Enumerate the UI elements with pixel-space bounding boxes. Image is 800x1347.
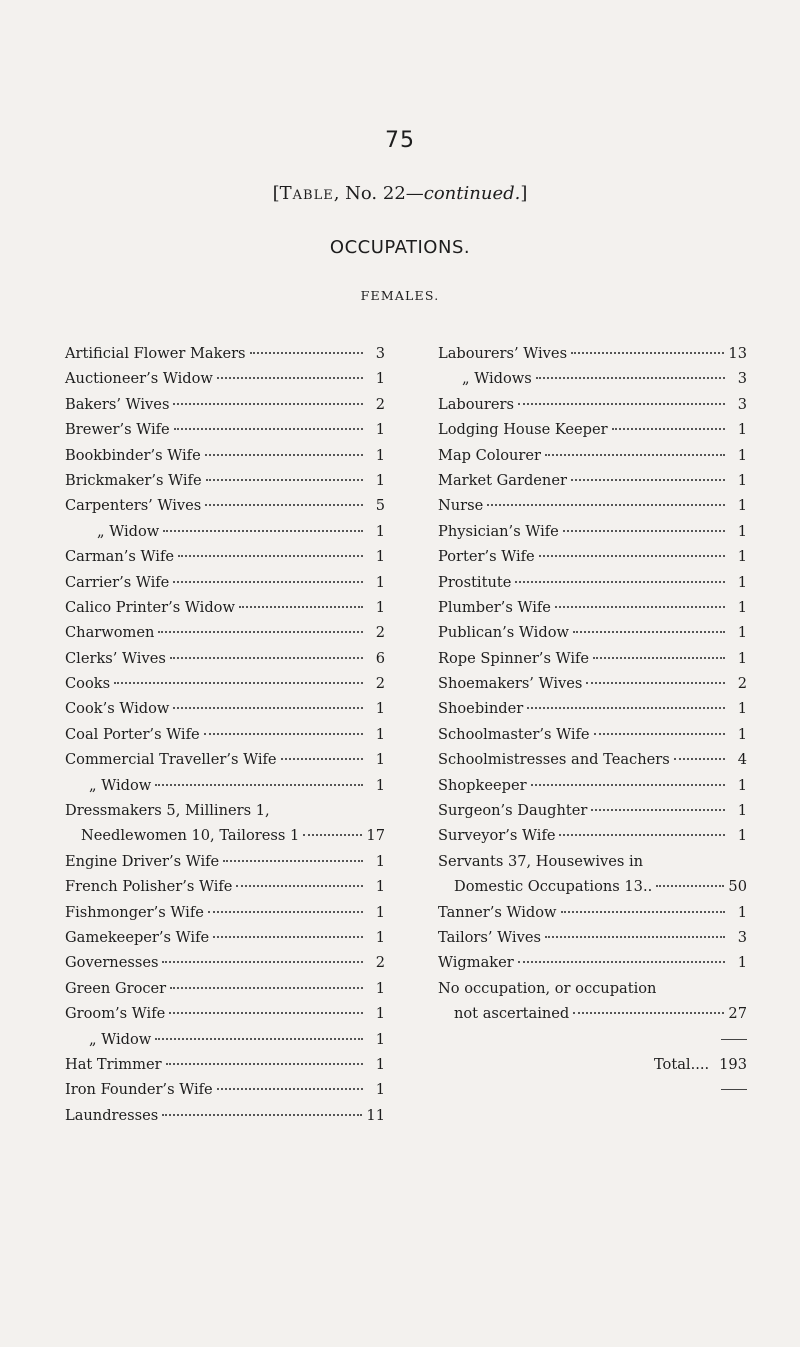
occupations-heading: OCCUPATIONS. xyxy=(329,237,471,258)
occupation-label: Map Colourer xyxy=(438,446,542,464)
females-subheading: FEMALES. xyxy=(360,288,440,303)
occupation-count: 1 xyxy=(375,878,385,896)
dot-leader xyxy=(527,707,725,709)
occupation-count: 1 xyxy=(375,700,385,718)
right-occupation-row xyxy=(438,392,747,417)
occupation-label: Bakers’ Wives xyxy=(65,395,170,413)
occupation-label: „ Widow xyxy=(89,776,152,794)
left-occupation-row xyxy=(65,392,385,417)
dot-leader xyxy=(223,860,363,862)
occupation-count: 4 xyxy=(737,751,747,769)
occupation-count: 3 xyxy=(737,370,747,388)
dot-leader xyxy=(250,352,363,354)
occupation-label: Wigmaker xyxy=(438,954,514,972)
right-occupation-row xyxy=(438,595,747,620)
occupation-count: 1 xyxy=(375,446,385,464)
occupation-label: Governesses xyxy=(65,954,159,972)
right-occupation-row xyxy=(438,544,747,569)
right-occupation-row xyxy=(438,570,747,595)
occupation-count: 3 xyxy=(737,928,747,946)
dot-leader xyxy=(591,809,725,811)
occupation-count: 6 xyxy=(375,649,385,667)
occupation-label: Schoolmistresses and Teachers xyxy=(438,751,670,769)
dot-leader xyxy=(170,657,363,659)
occupation-count: 1 xyxy=(737,725,747,743)
right-occupation-row xyxy=(438,493,747,518)
occupation-count: 11 xyxy=(366,1106,385,1124)
right-occupation-row xyxy=(438,468,747,493)
occupation-count: 3 xyxy=(737,395,747,413)
left-occupation-row xyxy=(65,849,385,874)
occupation-count: 1 xyxy=(375,370,385,388)
occupation-count: 1 xyxy=(737,827,747,845)
occupation-count: 1 xyxy=(375,725,385,743)
left-occupation-row xyxy=(65,417,385,442)
occupation-label: Prostitute xyxy=(438,573,512,591)
left-occupation-row xyxy=(65,1103,385,1128)
occupation-label: Shoemakers’ Wives xyxy=(438,675,583,693)
right-occupation-row xyxy=(438,747,747,772)
left-column xyxy=(65,341,385,1128)
dot-leader xyxy=(206,479,363,481)
occupation-label: Brickmaker’s Wife xyxy=(65,471,202,489)
occupation-label: Lodging House Keeper xyxy=(438,421,608,439)
left-occupation-row xyxy=(65,493,385,518)
dot-leader xyxy=(593,657,725,659)
left-occupation-row xyxy=(65,595,385,620)
caption-continued: continued. xyxy=(423,183,521,204)
dot-leader xyxy=(536,377,725,379)
caption-table-word: Table xyxy=(279,183,334,204)
dot-leader xyxy=(208,911,363,913)
occupation-count: 1 xyxy=(375,852,385,870)
left-occupation-row xyxy=(65,900,385,925)
occupation-count: 1 xyxy=(375,751,385,769)
dot-leader xyxy=(174,428,363,430)
total-label: Total.... xyxy=(653,1055,710,1073)
occupation-count: 1 xyxy=(737,497,747,515)
left-occupation-row xyxy=(65,950,385,975)
dot-leader xyxy=(487,504,725,506)
occupation-count: 1 xyxy=(737,954,747,972)
occupation-label: Market Gardener xyxy=(438,471,567,489)
occupation-label: Physician’s Wife xyxy=(438,522,559,540)
occupation-label: Iron Founder’s Wife xyxy=(65,1081,213,1099)
occupation-label: Servants 37, Housewives in xyxy=(438,852,644,870)
occupation-label: Needlewomen 10, Tailoress 1 xyxy=(81,827,300,845)
occupation-label: Bookbinder’s Wife xyxy=(65,446,201,464)
left-occupation-row xyxy=(65,798,385,823)
occupation-count: 1 xyxy=(375,522,385,540)
dot-leader xyxy=(204,733,363,735)
dot-leader xyxy=(674,758,725,760)
occupation-count: 1 xyxy=(375,903,385,921)
dot-leader xyxy=(573,1012,724,1014)
right-occupation-row xyxy=(438,696,747,721)
dot-leader xyxy=(205,454,363,456)
left-occupation-row xyxy=(65,544,385,569)
dot-leader xyxy=(158,631,363,633)
occupation-label: Laundresses xyxy=(65,1106,159,1124)
dot-leader xyxy=(170,987,363,989)
occupation-count: 1 xyxy=(375,548,385,566)
occupation-label: Rope Spinner’s Wife xyxy=(438,649,590,667)
dot-leader xyxy=(155,784,363,786)
occupation-label: Hat Trimmer xyxy=(65,1055,162,1073)
occupation-label: Clerks’ Wives xyxy=(65,649,166,667)
occupation-count: 1 xyxy=(737,548,747,566)
occupation-count: 1 xyxy=(737,624,747,642)
dot-leader xyxy=(515,581,725,583)
occupation-label: Fishmonger’s Wife xyxy=(65,903,204,921)
right-occupation-row xyxy=(438,417,747,442)
left-occupation-row xyxy=(65,646,385,671)
occupation-label: Shopkeeper xyxy=(438,776,527,794)
dot-leader xyxy=(205,504,363,506)
occupation-count: 1 xyxy=(375,979,385,997)
occupation-count: 1 xyxy=(737,649,747,667)
left-occupation-row xyxy=(65,1052,385,1077)
dot-leader xyxy=(162,1114,362,1116)
occupation-count: 1 xyxy=(737,573,747,591)
occupation-count: 1 xyxy=(737,802,747,820)
caption-bracket-close: ] xyxy=(520,183,528,204)
dot-leader xyxy=(573,631,725,633)
occupation-count: 1 xyxy=(737,471,747,489)
dot-leader xyxy=(239,606,363,608)
occupation-label: Tailors’ Wives xyxy=(438,928,541,946)
occupation-count: 1 xyxy=(375,421,385,439)
occupation-count: 2 xyxy=(375,675,385,693)
occupation-count: 1 xyxy=(375,471,385,489)
occupation-label: Calico Printer’s Widow xyxy=(65,598,235,616)
total-value: 193 xyxy=(719,1055,747,1073)
occupation-label: Engine Driver’s Wife xyxy=(65,852,220,870)
occupation-count: 1 xyxy=(375,573,385,591)
dot-leader xyxy=(173,581,363,583)
left-occupation-row xyxy=(65,976,385,1001)
occupation-count: 1 xyxy=(737,522,747,540)
occupation-count: 1 xyxy=(737,421,747,439)
total-rule-bottom xyxy=(438,1077,747,1102)
occupation-label: Plumber’s Wife xyxy=(438,598,551,616)
dot-leader xyxy=(563,530,725,532)
left-occupation-row xyxy=(65,874,385,899)
occupation-label: „ Widow xyxy=(97,522,160,540)
right-occupation-row xyxy=(438,976,747,1001)
occupation-count: 2 xyxy=(737,675,747,693)
occupation-label: Nurse xyxy=(438,497,484,515)
occupation-label: „ Widows xyxy=(462,370,532,388)
occupation-label: Shoebinder xyxy=(438,700,524,718)
occupation-label: Cooks xyxy=(65,675,111,693)
dot-leader xyxy=(656,885,724,887)
right-occupation-row xyxy=(438,671,747,696)
occupation-count: 1 xyxy=(375,1005,385,1023)
left-occupation-row xyxy=(65,773,385,798)
left-occupation-row xyxy=(65,1027,385,1052)
left-occupation-row xyxy=(65,925,385,950)
caption-bracket-open: [ xyxy=(272,183,280,204)
occupation-label: French Polisher’s Wife xyxy=(65,878,233,896)
left-occupation-row xyxy=(65,722,385,747)
right-occupation-row xyxy=(438,925,747,950)
occupation-count: 1 xyxy=(375,928,385,946)
occupation-label: Charwomen xyxy=(65,624,155,642)
right-occupation-row xyxy=(438,341,747,366)
total-row xyxy=(438,1052,747,1077)
dot-leader xyxy=(166,1063,363,1065)
dot-leader xyxy=(555,606,725,608)
occupation-label: Labourers’ Wives xyxy=(438,345,568,362)
occupation-label: Labourers xyxy=(438,395,514,413)
occupation-label: Green Grocer xyxy=(65,979,167,997)
dot-leader xyxy=(545,936,725,938)
occupation-label: Publican’s Widow xyxy=(438,624,569,642)
dot-leader xyxy=(114,682,363,684)
right-occupation-row xyxy=(438,722,747,747)
occupation-label: Tanner’s Widow xyxy=(438,903,557,921)
right-occupation-row xyxy=(438,1001,747,1026)
occupation-count: 1 xyxy=(375,1030,385,1048)
left-occupation-row xyxy=(65,341,385,366)
dot-leader xyxy=(531,784,725,786)
occupation-count: 5 xyxy=(375,497,385,515)
caption-table-number: , No. 22— xyxy=(333,183,424,204)
right-column xyxy=(438,341,747,1103)
occupation-label: Auctioneer’s Widow xyxy=(65,370,213,388)
dot-leader xyxy=(586,682,725,684)
occupation-count: 17 xyxy=(366,827,385,845)
left-occupation-row xyxy=(65,1077,385,1102)
occupation-label: Domestic Occupations 13.. xyxy=(454,878,653,896)
occupation-label: Carman’s Wife xyxy=(65,548,174,566)
occupation-count: 50 xyxy=(728,878,747,896)
occupation-label: Carrier’s Wife xyxy=(65,573,170,591)
table-caption xyxy=(0,183,800,204)
right-occupation-row xyxy=(438,519,747,544)
left-occupation-row xyxy=(65,620,385,645)
occupation-count: 1 xyxy=(375,776,385,794)
occupation-count: 1 xyxy=(375,1081,385,1099)
occupation-count: 3 xyxy=(375,345,385,362)
occupation-label: Artificial Flower Makers xyxy=(65,345,246,362)
dot-leader xyxy=(217,377,363,379)
left-occupation-row xyxy=(65,570,385,595)
dot-leader xyxy=(155,1038,363,1040)
dot-leader xyxy=(571,479,725,481)
right-occupation-row xyxy=(438,900,747,925)
dot-leader xyxy=(559,834,725,836)
occupation-label: Porter’s Wife xyxy=(438,548,535,566)
dot-leader xyxy=(571,352,724,354)
left-occupation-row xyxy=(65,823,385,848)
dot-leader xyxy=(163,530,363,532)
dot-leader xyxy=(236,885,363,887)
occupation-count: 2 xyxy=(375,954,385,972)
right-occupation-row xyxy=(438,366,747,391)
occupation-label: Brewer’s Wife xyxy=(65,421,170,439)
occupation-count: 1 xyxy=(737,776,747,794)
page-number: 75 xyxy=(385,128,415,153)
occupation-label: not ascertained xyxy=(454,1005,570,1023)
dot-leader xyxy=(178,555,363,557)
occupation-count: 1 xyxy=(737,598,747,616)
right-occupation-row xyxy=(438,646,747,671)
dot-leader xyxy=(217,1088,363,1090)
dot-leader xyxy=(594,733,725,735)
left-occupation-row xyxy=(65,366,385,391)
occupation-count: 2 xyxy=(375,624,385,642)
occupation-label: Coal Porter’s Wife xyxy=(65,725,200,743)
occupation-label: Schoolmaster’s Wife xyxy=(438,725,590,743)
right-occupation-row xyxy=(438,849,747,874)
dot-leader xyxy=(173,403,363,405)
occupation-label: Dressmakers 5, Milliners 1, xyxy=(65,802,270,820)
left-occupation-row xyxy=(65,747,385,772)
dot-leader xyxy=(612,428,725,430)
right-occupation-row xyxy=(438,773,747,798)
left-occupation-row xyxy=(65,443,385,468)
dot-leader xyxy=(173,707,363,709)
right-occupation-row xyxy=(438,798,747,823)
occupation-label: Commercial Traveller’s Wife xyxy=(65,751,277,769)
right-occupation-row xyxy=(438,950,747,975)
left-occupation-row xyxy=(65,519,385,544)
occupation-count: 1 xyxy=(375,1055,385,1073)
occupation-label: Surgeon’s Daughter xyxy=(438,802,588,820)
right-occupation-row xyxy=(438,874,747,899)
dot-leader xyxy=(213,936,363,938)
occupation-count: 1 xyxy=(737,446,747,464)
dot-leader xyxy=(169,1012,363,1014)
occupation-label: No occupation, or occupation xyxy=(438,979,657,997)
dot-leader xyxy=(518,961,725,963)
occupation-label: Carpenters’ Wives xyxy=(65,497,202,515)
left-occupation-row xyxy=(65,1001,385,1026)
right-occupation-row xyxy=(438,443,747,468)
occupation-label: „ Widow xyxy=(89,1030,152,1048)
dot-leader xyxy=(518,403,725,405)
dot-leader xyxy=(539,555,725,557)
left-occupation-row xyxy=(65,696,385,721)
occupation-count: 1 xyxy=(375,598,385,616)
dot-leader xyxy=(545,454,725,456)
dot-leader xyxy=(303,834,362,836)
occupation-count: 1 xyxy=(737,700,747,718)
left-occupation-row xyxy=(65,468,385,493)
occupation-label: Surveyor’s Wife xyxy=(438,827,556,845)
dot-leader xyxy=(162,961,363,963)
occupation-label: Gamekeeper’s Wife xyxy=(65,928,210,946)
occupation-label: Groom’s Wife xyxy=(65,1005,166,1023)
left-occupation-row xyxy=(65,671,385,696)
total-rule-top xyxy=(438,1027,747,1052)
occupation-count: 1 xyxy=(737,903,747,921)
occupation-count: 27 xyxy=(728,1005,747,1023)
occupation-count: 2 xyxy=(375,395,385,413)
dot-leader xyxy=(281,758,363,760)
right-occupation-row xyxy=(438,823,747,848)
occupation-label: Cook’s Widow xyxy=(65,700,170,718)
occupation-count: 13 xyxy=(728,345,747,362)
right-occupation-row xyxy=(438,620,747,645)
dot-leader xyxy=(561,911,725,913)
